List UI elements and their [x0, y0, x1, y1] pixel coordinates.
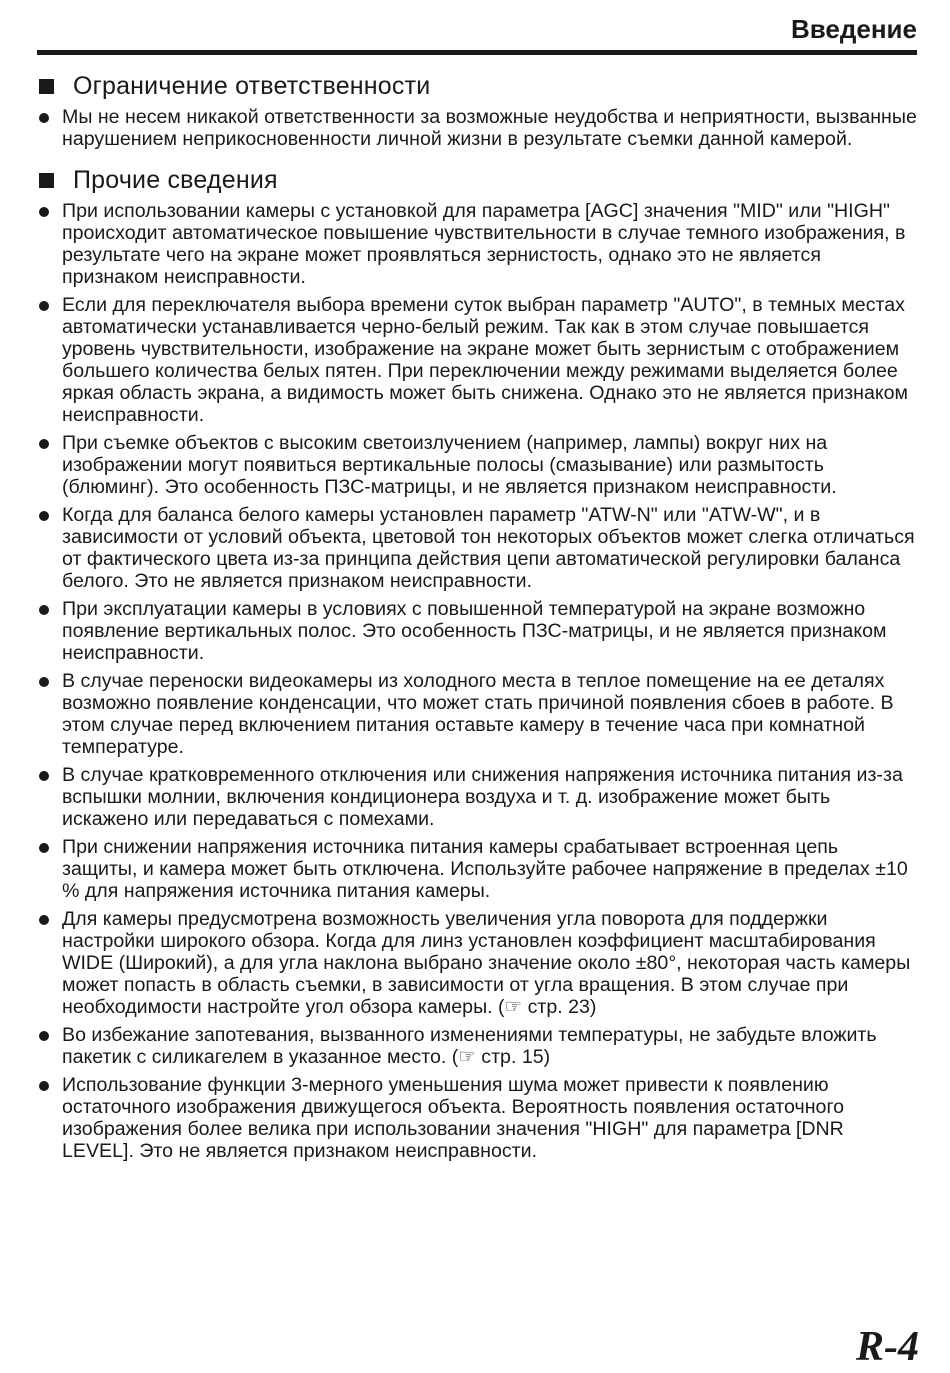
list-item — [38, 908, 917, 1018]
list-item-text: В случае кратковременного отключения или снижения напряжения источника питания из-за вспышки молнии, включения кондиционера воздуха и т. д. изображение может быть искажено или передаваться с помехами. — [62, 764, 903, 830]
list-item — [38, 670, 917, 758]
list-item-text: Во избежание запотевания, вызванного изменениями температуры, не забудьте вложить пакетик с силикагелем в указанное место. (☞ стр. 15) — [62, 1024, 877, 1068]
list-item-text: В случае переноски видеокамеры из холодного места в теплое помещение на ее деталях возможно появление конденсации, что может стать причиной появления сбоев в работе. В этом случае перед включением питания оставьте камеру в течение часа при комнатной температуре. — [62, 670, 894, 758]
section-disclaimer — [38, 70, 917, 150]
list-item — [38, 200, 917, 288]
bullet-icon — [39, 113, 49, 123]
bullet-icon — [39, 439, 49, 449]
list-item-text: Когда для баланса белого камеры установлен параметр "ATW-N" или "ATW-W", и в зависимости от условий объекта, цветовой тон некоторых объектов может слегка отличаться от фактического цвета из-за принципа действия цепи автоматической регулировки баланса белого. Это не является признаком неисправности. — [62, 504, 915, 592]
list-item — [38, 764, 917, 830]
section-other-info — [38, 164, 917, 1162]
list-item-text: При съемке объектов с высоким светоизлучением (например, лампы) вокруг них на изображении могут появиться вертикальные полосы (смазывание) или размытость (блюминг). Это особенность ПЗС-матрицы, и не является признаком неисправности. — [62, 432, 837, 498]
section-heading-text: Прочие сведения — [73, 166, 278, 194]
black-square-icon — [39, 173, 54, 188]
list-item — [38, 1074, 917, 1162]
list-item-text: При использовании камеры с установкой для параметра [AGC] значения "MID" или "HIGH" происходит автоматическое повышение чувствительности в случае темного изображения, в результате чего на экране может проявляться зернистость, однако это не является признаком неисправности. — [62, 200, 906, 288]
bullet-icon — [39, 207, 49, 217]
bullet-icon — [39, 301, 49, 311]
list-item-text: Для камеры предусмотрена возможность увеличения угла поворота для поддержки настройки широкого обзора. Когда для линз установлен коэффициент масштабирования WIDE (Широкий), а для угла наклона выбрано значение около ±80°, некоторая часть камеры может попасть в область съемки, в зависимости от угла вращения. В этом случае при необходимости настройте угол обзора камеры. (☞ стр. 23) — [62, 908, 911, 1018]
list-item-text: Использование функции 3-мерного уменьшения шума может привести к появлению остаточного изображения движущегося объекта. Вероятность появления остаточного изображения более велика при использовании значения "HIGH" для параметра [DNR LEVEL]. Это не является признаком неисправности. — [62, 1074, 845, 1162]
bullet-icon — [39, 843, 49, 853]
list-item-text: Мы не несем никакой ответственности за возможные неудобства и неприятности, вызванные нарушением неприкосновенности личной жизни в результате съемки данной камерой. — [62, 106, 917, 150]
list-item-text: При снижении напряжения источника питания камеры срабатывает встроенная цепь защиты, и камера может быть отключена. Используйте рабочее напряжение в пределах ±10 % для напряжения источника питания камеры. — [62, 836, 908, 902]
list-item-text: Если для переключателя выбора времени суток выбран параметр "AUTO", в темных местах автоматически устанавливается черно-белый режим. Так как в этом случае повышается уровень чувствительности, изображение на экране может быть зернистым с отображением большего количества белых пятен. При переключении между режимами выделяется более яркая область экрана, а видимость может быть снижена. Однако это не является признаком неисправности. — [62, 294, 909, 426]
section-heading — [38, 70, 917, 102]
bullet-icon — [39, 771, 49, 781]
black-square-icon — [39, 79, 54, 94]
list-item — [38, 836, 917, 902]
bullet-icon — [39, 605, 49, 615]
list-item — [38, 504, 917, 592]
header-divider — [37, 50, 917, 55]
bullet-list — [38, 106, 917, 150]
bullet-icon — [39, 511, 49, 521]
bullet-icon — [39, 677, 49, 687]
page-header-title: Введение — [791, 14, 917, 44]
list-item — [38, 106, 917, 150]
bullet-icon — [39, 1081, 49, 1091]
section-heading — [38, 164, 917, 196]
document-body — [38, 70, 917, 1168]
list-item — [38, 1024, 917, 1068]
list-item — [38, 598, 917, 664]
list-item — [38, 294, 917, 426]
bullet-list — [38, 200, 917, 1162]
list-item — [38, 432, 917, 498]
bullet-icon — [39, 1031, 49, 1041]
bullet-icon — [39, 915, 49, 925]
list-item-text: При эксплуатации камеры в условиях с повышенной температурой на экране возможно появление вертикальных полос. Это особенность ПЗС-матрицы, и не является признаком неисправности. — [62, 598, 887, 664]
section-heading-text: Ограничение ответственности — [73, 72, 431, 100]
page-number: R-4 — [856, 1324, 919, 1370]
